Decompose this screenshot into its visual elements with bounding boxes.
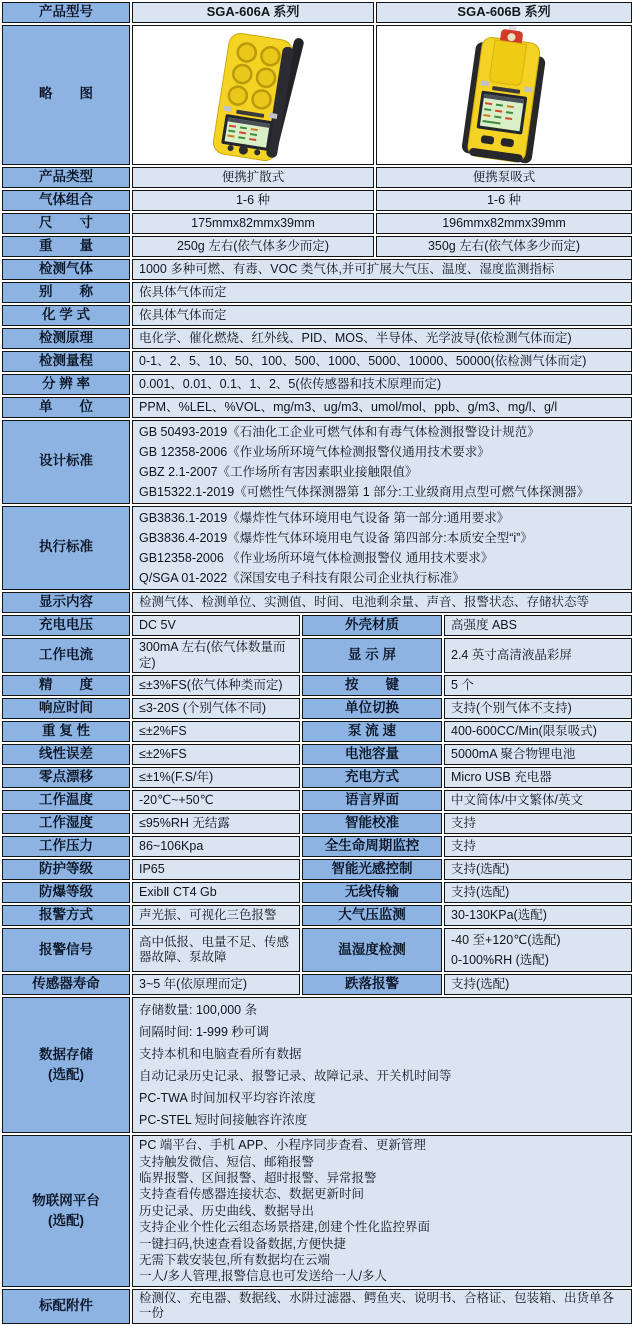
battery-capacity-label: 电池容量 <box>302 744 442 765</box>
iot-platform-line: 支持查看传感器连接状态、数据更新时间 <box>139 1187 365 1202</box>
product-image-sga606a <box>133 26 374 164</box>
iot-platform-label-line1: 物联网平台 <box>32 1192 100 1208</box>
sensor-life-value: 3~5 年(依原理而定) <box>132 974 300 995</box>
language-label: 语言界面 <box>302 790 442 811</box>
unit-label: 单 位 <box>2 397 130 418</box>
detection-range-value: 0-1、2、5、10、50、100、500、1000、5000、10000、50000(依检测气体而定) <box>132 351 632 372</box>
product-type-b: 便携泵吸式 <box>376 167 632 188</box>
gas-combination-a: 1-6 种 <box>132 190 374 211</box>
weight-label: 重 量 <box>2 236 130 257</box>
working-pressure-label: 工作压力 <box>2 836 130 857</box>
dimensions-b: 196mmx82mmx39mm <box>376 213 632 234</box>
linearity-error-value: ≤±2%FS <box>132 744 300 765</box>
row-display-content <box>2 592 632 613</box>
buttons-label: 按 键 <box>302 675 442 696</box>
data-storage-line: 存储数量: 100,000 条 <box>139 1003 258 1018</box>
row-protection-rating <box>2 859 632 880</box>
light-sensor-control-value: 支持(选配) <box>444 859 632 880</box>
row-accuracy <box>2 675 632 696</box>
row-alarm-signal <box>2 928 632 972</box>
temp-humidity-detect-line2: 0-100%RH (选配) <box>451 953 549 968</box>
iot-platform-line: 临界报警、区间报警、超时报警、异常报警 <box>139 1170 377 1185</box>
row-sensor-life <box>2 974 632 995</box>
iot-platform-line: 支持触发微信、短信、邮箱报警 <box>139 1154 315 1169</box>
device-b-screen <box>477 90 528 134</box>
product-image-sga606b <box>379 26 629 164</box>
design-standard-line: GB15322.1-2019《可燃性气体探测器第 1 部分:工业级商用点型可燃气体探测器》 <box>139 484 590 499</box>
battery-capacity-value: 5000mA 聚合物锂电池 <box>444 744 632 765</box>
row-linearity-error <box>2 744 632 765</box>
working-humidity-value: ≤95%RH 无结露 <box>132 813 300 834</box>
design-standard-value <box>132 420 632 504</box>
shell-material-label: 外壳材质 <box>302 615 442 636</box>
alarm-signal-value: 高中低报、电量不足、传感器故障、泵故障 <box>132 928 300 972</box>
execution-standard-line: GB3836.4-2019《爆炸性气体环境用电气设备 第四部分:本质安全型“i”》 <box>139 530 533 545</box>
data-storage-value <box>132 997 632 1133</box>
data-storage-line: PC-STEL 短时间接触容许浓度 <box>139 1113 308 1128</box>
protection-rating-value: IP65 <box>132 859 300 880</box>
smart-calibration-label: 智能校准 <box>302 813 442 834</box>
pump-flow-label: 泵 流 速 <box>302 721 442 742</box>
smart-calibration-value: 支持 <box>444 813 632 834</box>
row-working-temperature <box>2 790 632 811</box>
row-zero-drift <box>2 767 632 788</box>
wireless-value: 支持(选配) <box>444 882 632 903</box>
alias-label: 别 称 <box>2 282 130 303</box>
spec-table-body <box>2 2 632 1324</box>
row-execution-standard <box>2 506 632 590</box>
row-explosion-proof <box>2 882 632 903</box>
light-sensor-control-label: 智能光感控制 <box>302 859 442 880</box>
shell-material-value: 高强度 ABS <box>444 615 632 636</box>
lifecycle-monitor-value: 支持 <box>444 836 632 857</box>
alarm-mode-value: 声光振、可视化三色报警 <box>132 905 300 926</box>
row-data-storage <box>2 997 632 1133</box>
execution-standard-label: 执行标准 <box>2 506 130 590</box>
design-standard-line: GB 50493-2019《石油化工企业可燃气体和有毒气体检测报警设计规范》 <box>139 424 540 439</box>
iot-platform-line: 一人/多人管理,报警信息也可发送给一人/多人 <box>139 1269 387 1284</box>
row-iot-platform <box>2 1135 632 1287</box>
execution-standard-value <box>132 506 632 590</box>
sketch-cell-b <box>376 25 632 165</box>
row-chemical-formula <box>2 305 632 326</box>
row-weight <box>2 236 632 257</box>
series-b-header: SGA-606B 系列 <box>376 2 632 23</box>
product-type-a: 便携扩散式 <box>132 167 374 188</box>
accuracy-value: ≤±3%FS(依气体种类而定) <box>132 675 300 696</box>
row-accessories <box>2 1289 632 1324</box>
chemical-formula-value: 依具体气体而定 <box>132 305 632 326</box>
drop-alarm-label: 跌落报警 <box>302 974 442 995</box>
data-storage-line: 自动记录历史记录、报警记录、故障记录、开关机时间等 <box>139 1069 452 1084</box>
weight-b: 350g 左右(依气体多少而定) <box>376 236 632 257</box>
display-screen-value: 2.4 英寸高清液晶彩屏 <box>444 638 632 673</box>
response-time-label: 响应时间 <box>2 698 130 719</box>
design-standard-label: 设计标准 <box>2 420 130 504</box>
working-temperature-value: -20℃~+50℃ <box>132 790 300 811</box>
dimensions-label: 尺 寸 <box>2 213 130 234</box>
alarm-mode-label: 报警方式 <box>2 905 130 926</box>
row-resolution <box>2 374 632 395</box>
row-sketch <box>2 25 632 165</box>
unit-value: PPM、%LEL、%VOL、mg/m3、ug/m3、umol/mol、ppb、g/m3、mg/l、g/l <box>132 397 632 418</box>
temp-humidity-detect-line1: -40 至+120℃(选配) <box>451 933 561 948</box>
alarm-signal-label: 报警信号 <box>2 928 130 972</box>
barometric-monitor-label: 大气压监测 <box>302 905 442 926</box>
row-design-standard <box>2 420 632 504</box>
working-pressure-value: 86~106Kpa <box>132 836 300 857</box>
charge-method-label: 充电方式 <box>302 767 442 788</box>
row-repeatability <box>2 721 632 742</box>
data-storage-line: 支持本机和电脑查看所有数据 <box>139 1047 302 1062</box>
execution-standard-line: GB12358-2006 《作业场所环境气体检测报警仪 通用技术要求》 <box>139 550 494 565</box>
iot-platform-line: 历史记录、历史曲线、数据导出 <box>139 1203 315 1218</box>
iot-platform-line: PC 端平台、手机 APP、小程序同步查看、更新管理 <box>139 1138 426 1153</box>
row-working-current <box>2 638 632 673</box>
repeatability-value: ≤±2%FS <box>132 721 300 742</box>
series-a-header: SGA-606A 系列 <box>132 2 374 23</box>
detect-gas-value: 1000 多种可燃、有毒、VOC 类气体,并可扩展大气压、温度、湿度监测指标 <box>132 259 632 280</box>
response-time-value: ≤3-20S (个别气体不同) <box>132 698 300 719</box>
data-storage-line: 间隔时间: 1-999 秒可调 <box>139 1025 269 1040</box>
row-working-pressure <box>2 836 632 857</box>
drop-alarm-value: 支持(选配) <box>444 974 632 995</box>
row-product-model <box>2 2 632 23</box>
explosion-proof-label: 防爆等级 <box>2 882 130 903</box>
pump-flow-value: 400-600CC/Min(限泵吸式) <box>444 721 632 742</box>
charge-method-value: Micro USB 充电器 <box>444 767 632 788</box>
row-response-time <box>2 698 632 719</box>
row-detection-principle <box>2 328 632 349</box>
charge-voltage-value: DC 5V <box>132 615 300 636</box>
linearity-error-label: 线性误差 <box>2 744 130 765</box>
iot-platform-label <box>2 1135 130 1287</box>
dimensions-a: 175mmx82mmx39mm <box>132 213 374 234</box>
detection-principle-label: 检测原理 <box>2 328 130 349</box>
execution-standard-line: GB3836.1-2019《爆炸性气体环境用电气设备 第一部分:通用要求》 <box>139 510 510 525</box>
charge-voltage-label: 充电电压 <box>2 615 130 636</box>
row-unit <box>2 397 632 418</box>
iot-platform-line: 一键扫码,快速查看设备数据,方便快捷 <box>139 1236 346 1251</box>
detection-principle-value: 电化学、催化燃烧、红外线、PID、MOS、半导体、光学波导(依检测气体而定) <box>132 328 632 349</box>
sketch-cell-a <box>132 25 374 165</box>
accessories-value: 检测仪、充电器、数据线、水阱过滤器、鳄鱼夹、说明书、合格证、包装箱、出货单各一份 <box>132 1289 632 1324</box>
product-type-label: 产品类型 <box>2 167 130 188</box>
chemical-formula-label: 化 学 式 <box>2 305 130 326</box>
temp-humidity-detect-value <box>444 928 632 972</box>
zero-drift-value: ≤±1%(F.S/年) <box>132 767 300 788</box>
row-alarm-mode <box>2 905 632 926</box>
unit-switch-label: 单位切换 <box>302 698 442 719</box>
sketch-label: 略 图 <box>2 25 130 165</box>
accuracy-label: 精 度 <box>2 675 130 696</box>
detection-range-label: 检测量程 <box>2 351 130 372</box>
working-current-label: 工作电流 <box>2 638 130 673</box>
unit-switch-value: 支持(个别气体不支持) <box>444 698 632 719</box>
gas-combination-label: 气体组合 <box>2 190 130 211</box>
row-working-humidity <box>2 813 632 834</box>
iot-platform-line: 无需下载安装包,所有数据均在云端 <box>139 1252 330 1267</box>
gas-combination-b: 1-6 种 <box>376 190 632 211</box>
sensor-life-label: 传感器寿命 <box>2 974 130 995</box>
product-model-label: 产品型号 <box>2 2 130 23</box>
iot-platform-label-line2: (选配) <box>48 1212 84 1228</box>
row-charge-voltage <box>2 615 632 636</box>
zero-drift-label: 零点漂移 <box>2 767 130 788</box>
working-current-value: 300mA 左右(依气体数量而定) <box>132 638 300 673</box>
resolution-value: 0.001、0.01、0.1、1、2、5(依传感器和技术原理而定) <box>132 374 632 395</box>
iot-platform-value <box>132 1135 632 1287</box>
row-detection-range <box>2 351 632 372</box>
data-storage-label-line1: 数据存储 <box>39 1047 93 1063</box>
row-dimensions <box>2 213 632 234</box>
weight-a: 250g 左右(依气体多少而定) <box>132 236 374 257</box>
barometric-monitor-value: 30-130KPa(选配) <box>444 905 632 926</box>
language-value: 中文简体/中文繁体/英文 <box>444 790 632 811</box>
buttons-value: 5 个 <box>444 675 632 696</box>
row-gas-combination <box>2 190 632 211</box>
data-storage-label-line2: (选配) <box>48 1067 84 1083</box>
temp-humidity-detect-label: 温湿度检测 <box>302 928 442 972</box>
data-storage-line: PC-TWA 时间加权平均容许浓度 <box>139 1091 316 1106</box>
row-product-type <box>2 167 632 188</box>
resolution-label: 分 辨 率 <box>2 374 130 395</box>
repeatability-label: 重 复 性 <box>2 721 130 742</box>
row-alias <box>2 282 632 303</box>
wireless-label: 无线传输 <box>302 882 442 903</box>
design-standard-line: GBZ 2.1-2007《工作场所有害因素职业接触限值》 <box>139 464 418 479</box>
accessories-label: 标配附件 <box>2 1289 130 1324</box>
protection-rating-label: 防护等级 <box>2 859 130 880</box>
data-storage-label <box>2 997 130 1133</box>
detect-gas-label: 检测气体 <box>2 259 130 280</box>
lifecycle-monitor-label: 全生命周期监控 <box>302 836 442 857</box>
display-content-value: 检测气体、检测单位、实测值、时间、电池剩余量、声音、报警状态、存储状态等 <box>132 592 632 613</box>
alias-value: 依具体气体而定 <box>132 282 632 303</box>
explosion-proof-value: ExibⅡ CT4 Gb <box>132 882 300 903</box>
row-detect-gas <box>2 259 632 280</box>
display-content-label: 显示内容 <box>2 592 130 613</box>
working-temperature-label: 工作温度 <box>2 790 130 811</box>
iot-platform-line: 支持企业个性化云组态场景搭建,创建个性化监控界面 <box>139 1220 430 1235</box>
display-screen-label: 显 示 屏 <box>302 638 442 673</box>
working-humidity-label: 工作湿度 <box>2 813 130 834</box>
execution-standard-line: Q/SGA 01-2022《深国安电子科技有限公司企业执行标准》 <box>139 570 465 585</box>
design-standard-line: GB 12358-2006《作业场所环境气体检测报警仪通用技术要求》 <box>139 444 490 459</box>
